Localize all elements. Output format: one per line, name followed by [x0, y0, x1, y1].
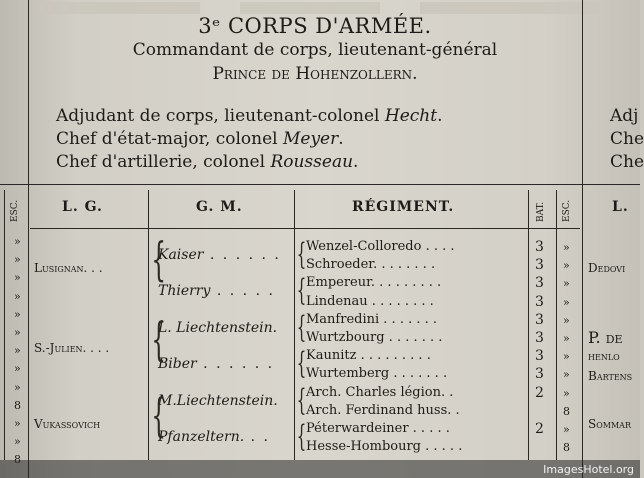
- table-header-rule: [30, 228, 580, 229]
- left-page-squadron-mark: »: [14, 344, 21, 358]
- col-divider-lg: [148, 190, 149, 460]
- col-divider-esc: [582, 0, 583, 478]
- general-major-name: Pfanzeltern.: [158, 429, 245, 445]
- general-major: [158, 430, 270, 444]
- left-page-squadron-mark: »: [14, 362, 21, 376]
- left-page-squadron-mark: »: [14, 435, 21, 449]
- col-divider-bat: [556, 190, 557, 460]
- squadron-mark: »: [563, 277, 570, 291]
- col-divider-gm: [294, 190, 295, 460]
- left-page-squadron-mark: »: [14, 307, 21, 321]
- table-top-rule: [0, 184, 640, 185]
- squadron-mark: »: [563, 241, 570, 254]
- header-gm: G. M.: [196, 199, 243, 215]
- left-page-squadron-mark: »: [14, 289, 21, 303]
- regiment-name: Empereur. . . . . . . . .: [306, 275, 442, 291]
- right-page-staff-text: Che: [610, 129, 644, 149]
- brace-generals: {: [151, 388, 166, 442]
- regiment-name: Arch. Charles légion. .: [306, 384, 454, 400]
- right-page-general-fragment: P. de: [588, 328, 623, 347]
- staff-end: .: [338, 129, 344, 149]
- squadron-mark: »: [563, 332, 570, 345]
- staff-name: Rousseau: [270, 152, 354, 172]
- squadron-mark: »: [563, 313, 570, 327]
- squadron-mark: 8: [563, 441, 570, 455]
- col-divider-reg: [528, 190, 529, 460]
- header-regiment: RÉGIMENT.: [352, 199, 455, 215]
- leader-dots: . . . . .: [210, 283, 275, 300]
- general-major: [158, 321, 277, 335]
- brace-regiments: {: [296, 419, 307, 454]
- header-esc-left: ESC.: [10, 199, 20, 222]
- staff-end: .: [437, 106, 443, 126]
- leader-dots: . .: [244, 429, 270, 445]
- general-major: [158, 284, 275, 298]
- left-edge-rule: [4, 190, 5, 460]
- squadron-mark: »: [563, 350, 570, 364]
- prince-line: Prince de Hohenzollern.: [212, 64, 418, 84]
- battalion-count: 3: [535, 293, 544, 310]
- squadron-mark: »: [563, 386, 570, 400]
- battalion-count: 2: [535, 421, 544, 437]
- left-page-squadron-mark: »: [14, 235, 21, 248]
- right-page-general-fragment: Sommar: [588, 417, 631, 431]
- staff-line: [56, 154, 358, 171]
- left-page-squadron-mark: »: [14, 271, 21, 285]
- general-major-name: M.Liechtenstein.: [158, 392, 278, 409]
- brace-generals: {: [151, 312, 166, 366]
- battalion-count: 3: [535, 239, 544, 255]
- header-right-l: L.: [612, 199, 629, 215]
- lieutenant-general: Lusignan. . .: [34, 261, 103, 275]
- brace-regiments: {: [296, 273, 307, 309]
- brace-regiments: {: [296, 237, 307, 272]
- brace-generals: {: [151, 232, 166, 286]
- brace-regiments: {: [296, 309, 307, 345]
- staff-name: Hecht: [384, 106, 438, 126]
- battalion-count: 3: [535, 348, 544, 365]
- squadron-mark: »: [563, 259, 570, 273]
- battalion-count: 3: [535, 311, 544, 328]
- leader-dots: . . . . . .: [203, 247, 281, 263]
- battalion-count: 3: [535, 330, 544, 346]
- staff-name: Meyer: [282, 129, 339, 149]
- regiment-name: Wenzel-Colloredo . . . .: [306, 239, 455, 254]
- staff-role: Chef d'artillerie, colonel: [56, 152, 271, 172]
- general-major: [158, 248, 281, 262]
- regiment-name: Wurtemberg . . . . . . .: [306, 366, 448, 382]
- general-major-name: Thierry: [158, 283, 211, 300]
- battalion-count: 2: [535, 384, 544, 401]
- battalion-count: 3: [535, 275, 544, 292]
- lieutenant-general: Vukassovich: [34, 417, 101, 431]
- battalion-count: 3: [535, 257, 544, 274]
- staff-role: Adjudant de corps, lieutenant-colonel: [56, 106, 385, 126]
- header-bat: BAT.: [536, 201, 546, 222]
- lieutenant-general: S.-Julien. . . .: [34, 341, 110, 355]
- right-page-general-fragment: Bartens: [588, 369, 633, 383]
- col-divider-left-page: [28, 0, 29, 478]
- staff-line: [56, 131, 344, 148]
- faint-top-text: [40, 2, 200, 14]
- leader-dots: . . . . . .: [196, 356, 275, 373]
- right-page-general-fragment: henlo: [588, 349, 620, 363]
- watermark-text: ImagesHotel.org: [543, 463, 634, 476]
- header-lg: L. G.: [62, 199, 103, 215]
- regiment-name: Manfredini . . . . . . .: [306, 311, 438, 327]
- staff-line: [56, 108, 442, 125]
- right-page-general-fragment: Dedovi: [588, 261, 626, 275]
- general-major-name: L. Liechtenstein.: [158, 319, 278, 336]
- squadron-mark: »: [563, 368, 570, 382]
- regiment-name: Arch. Ferdinand huss. .: [306, 402, 460, 418]
- regiment-name: Lindenau . . . . . . . .: [306, 293, 434, 309]
- battalion-count: 3: [535, 366, 544, 383]
- left-page-squadron-mark: »: [14, 326, 21, 339]
- regiment-name: Wurtzbourg . . . . . . .: [306, 330, 443, 345]
- faint-top-text: [420, 2, 600, 14]
- brace-regiments: {: [296, 382, 307, 418]
- header-esc: ESC.: [562, 199, 572, 222]
- general-major-name: Kaiser: [158, 247, 204, 263]
- left-page-squadron-mark: »: [14, 253, 21, 267]
- regiment-name: Péterwardeiner . . . . .: [306, 421, 450, 436]
- squadron-mark: 8: [563, 404, 570, 418]
- regiment-name: Hesse-Hombourg . . . . .: [306, 439, 463, 455]
- faint-top-text: [240, 2, 380, 14]
- staff-role: Chef d'état-major, colonel: [56, 129, 283, 149]
- regiment-name: Schroeder. . . . . . . .: [306, 257, 436, 273]
- general-major: [158, 357, 274, 371]
- brace-regiments: {: [296, 346, 307, 382]
- squadron-mark: »: [563, 423, 570, 436]
- left-page-squadron-mark: »: [14, 380, 21, 394]
- squadron-mark: »: [563, 295, 570, 309]
- right-page-staff-text: Che: [610, 152, 644, 172]
- corps-title: 3ᵉ CORPS D'ARMÉE.: [198, 14, 432, 38]
- commander-line: Commandant de corps, lieutenant-général: [132, 40, 498, 60]
- general-major: [158, 394, 278, 408]
- left-page-squadron-mark: »: [14, 417, 21, 430]
- general-major-name: Biber: [158, 356, 197, 373]
- left-page-squadron-mark: 8: [14, 398, 21, 412]
- right-page-staff-text: Adj: [610, 106, 639, 126]
- staff-end: .: [353, 152, 359, 172]
- regiment-name: Kaunitz . . . . . . . . .: [306, 348, 431, 364]
